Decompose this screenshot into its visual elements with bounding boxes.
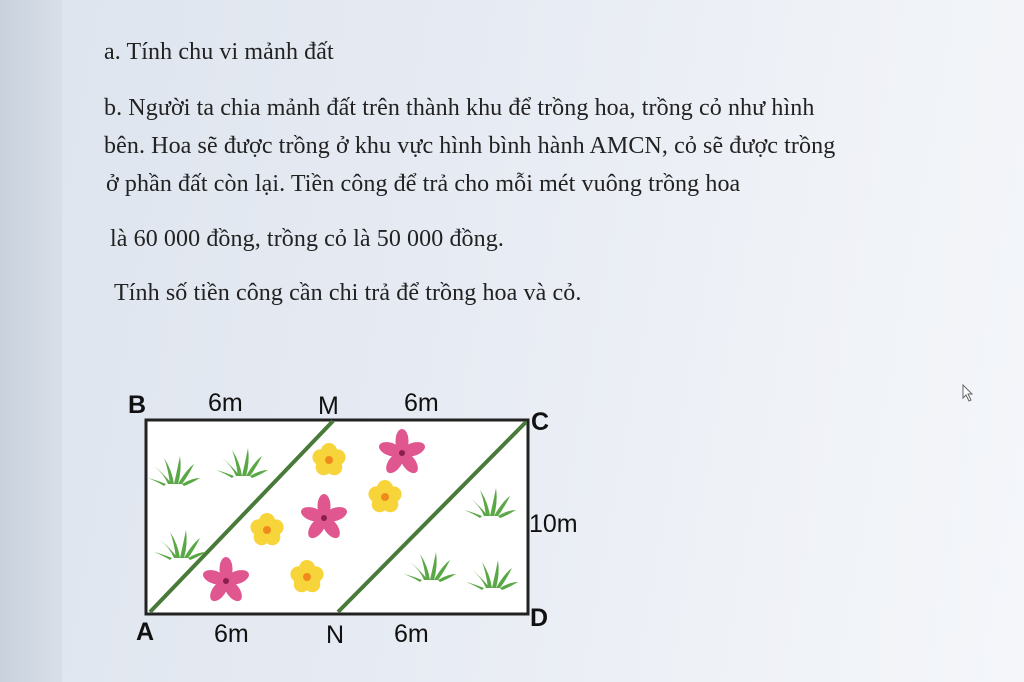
- part-b-line-3: ở phần đất còn lại. Tiền công để trả cho mỗi mét vuông trồng hoa: [106, 171, 741, 197]
- screen-edge-shadow: [0, 0, 62, 682]
- vertex-n-label: N: [326, 621, 345, 649]
- part-b-line-4: là 60 000 đồng, trồng cỏ là 50 000 đồng.: [110, 226, 504, 252]
- length-cd-label: 10m: [529, 510, 578, 538]
- vertex-a-label: A: [136, 618, 155, 646]
- mouse-pointer-icon: [962, 384, 974, 402]
- length-an-label: 6m: [214, 620, 249, 648]
- garden-figure: [120, 380, 600, 660]
- part-b-line-5: Tính số tiền công cần chi trả để trồng hoa và cỏ.: [114, 280, 582, 306]
- length-nd-label: 6m: [394, 620, 429, 648]
- part-b-line-1: b. Người ta chia mảnh đất trên thành khu để trồng hoa, trồng cỏ như hình: [104, 95, 815, 121]
- vertex-m-label: M: [318, 392, 339, 420]
- length-bm-label: 6m: [208, 389, 243, 417]
- length-mc-label: 6m: [404, 389, 439, 417]
- vertex-b-label: B: [128, 391, 147, 419]
- vertex-d-label: D: [530, 604, 549, 632]
- vertex-c-label: C: [531, 408, 550, 436]
- part-b-line-2: bên. Hoa sẽ được trồng ở khu vực hình bình hành AMCN, cỏ sẽ được trồng: [104, 133, 836, 159]
- part-a-text: a. Tính chu vi mảnh đất: [104, 39, 334, 65]
